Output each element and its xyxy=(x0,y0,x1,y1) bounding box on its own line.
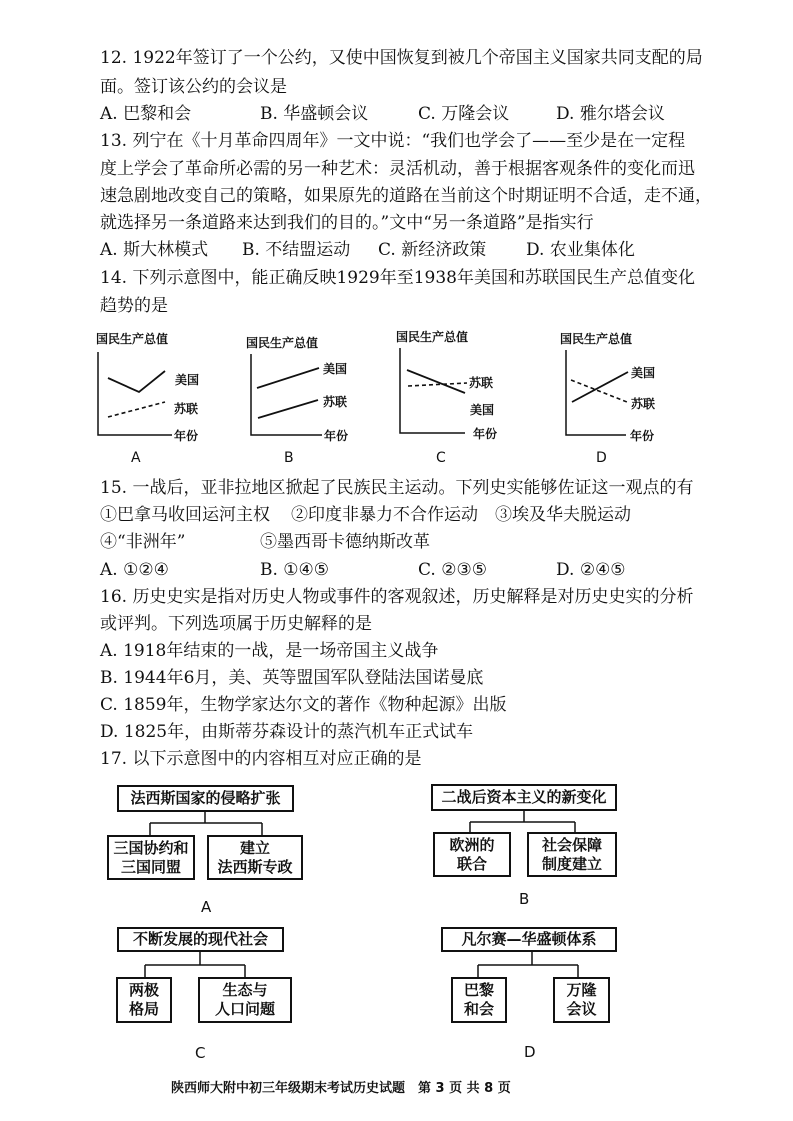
footer-exam-title: 陕西师大附中初三年级期末考试历史试题 xyxy=(171,1081,406,1096)
q17-d-right-line1: 万隆 xyxy=(566,981,597,999)
q15-stem-line1: 15. 一战后，亚非拉地区掀起了民族民主运动。下列史实能够佐证这一观点的有 xyxy=(100,478,694,498)
q17-c-top-box: 不断发展的现代社会 xyxy=(117,927,284,952)
q14-stem-line2: 趋势的是 xyxy=(100,296,168,316)
q15-item-5: ⑤墨西哥卡德纳斯改革 xyxy=(260,532,430,552)
q14-b-ussr-label: 苏联 xyxy=(323,395,348,409)
q17-b-top-box: 二战后资本主义的新变化 xyxy=(431,784,617,811)
q17-c-right-line1: 生态与 xyxy=(222,981,268,999)
q14-d-ussr-label: 苏联 xyxy=(631,397,656,411)
q12-option-b: B. 华盛顿会议 xyxy=(260,104,369,124)
q14-c-ussr-label: 苏联 xyxy=(469,376,494,390)
q12-option-a: A. 巴黎和会 xyxy=(100,104,192,124)
q14-d-y-label: 国民生产总值 xyxy=(560,332,633,346)
q12-stem-line1: 12. 1922年签订了一个公约，又使中国恢复到被几个帝国主义国家共同支配的局 xyxy=(100,48,703,68)
q13-stem-line4: 就选择另一条道路来达到我们的目的。”文中“另一条道路”是指实行 xyxy=(100,213,594,233)
q17-c-left-line2: 格局 xyxy=(128,1000,159,1018)
q14-a-panel-letter: A xyxy=(131,450,141,466)
q17-a-left-line1: 三国协约和 xyxy=(113,838,189,857)
q17-c-left-line1: 两极 xyxy=(128,981,159,999)
q17-a-right-line1: 建立 xyxy=(239,838,270,857)
q14-a-y-label: 国民生产总值 xyxy=(96,332,169,346)
q14-a-usa-label: 美国 xyxy=(175,373,200,387)
q17-a-right-box xyxy=(207,835,303,880)
q17-b-right-box xyxy=(527,832,617,877)
q14-a-x-label: 年份 xyxy=(174,429,199,443)
q14-d-x-label: 年份 xyxy=(630,429,655,443)
q14-c-y-label: 国民生产总值 xyxy=(396,330,469,344)
q17-c-right-line2: 人口问题 xyxy=(214,1000,275,1018)
q17-d-left-line1: 巴黎 xyxy=(463,981,494,999)
q15-option-d: D. ②④⑤ xyxy=(556,560,626,580)
q17-d-label: D xyxy=(524,1043,536,1061)
q15-item-3: ③埃及华夫脱运动 xyxy=(495,505,631,525)
q14-d-usa-label: 美国 xyxy=(631,366,656,380)
q16-option-a: A. 1918年结束的一战，是一场帝国主义战争 xyxy=(100,641,439,661)
q14-b-x-label: 年份 xyxy=(324,429,349,443)
q13-option-c: C. 新经济政策 xyxy=(378,240,487,260)
q13-stem-line2: 度上学会了革命所必需的另一种艺术：灵活机动，善于根据客观条件的变化而迅 xyxy=(100,159,695,179)
q15-item-2: ②印度非暴力不合作运动 xyxy=(291,505,478,525)
q12-option-d: D. 雅尔塔会议 xyxy=(556,104,665,124)
q17-a-label: A xyxy=(201,898,212,916)
q14-stem-line1: 14. 下列示意图中，能正确反映1929年至1938年美国和苏联国民生产总值变化 xyxy=(100,268,695,288)
q14-c-x-label: 年份 xyxy=(473,427,498,441)
q17-d-left-line2: 和会 xyxy=(463,1000,494,1018)
q17-c-label: C xyxy=(195,1044,206,1062)
q17-d-top-box: 凡尔赛—华盛顿体系 xyxy=(441,927,617,952)
q17-a-left-line2: 三国同盟 xyxy=(120,857,181,876)
q14-a-ussr-label: 苏联 xyxy=(174,402,199,416)
q17-stem: 17. 以下示意图中的内容相互对应正确的是 xyxy=(100,749,422,769)
q17-b-label: B xyxy=(519,890,530,908)
q14-d-panel-letter: D xyxy=(596,450,607,466)
q17-a-top-box: 法西斯国家的侵略扩张 xyxy=(117,785,294,812)
q13-stem-line1: 13. 列宁在《十月革命四周年》一文中说：“我们也学会了——至少是在一定程 xyxy=(100,131,686,151)
q13-option-d: D. 农业集体化 xyxy=(526,240,635,260)
q16-stem-line2: 或评判。下列选项属于历史解释的是 xyxy=(100,614,372,634)
q14-b-panel-letter: B xyxy=(284,450,294,466)
q17-a-right-line2: 法西斯专政 xyxy=(217,857,293,876)
q17-d-right-box xyxy=(553,977,610,1023)
q13-option-b: B. 不结盟运动 xyxy=(242,240,351,260)
q12-option-c: C. 万隆会议 xyxy=(418,104,510,124)
q17-c-right-box xyxy=(198,977,292,1023)
q17-b-left-line1: 欧洲的 xyxy=(449,835,495,854)
q17-d-right-line2: 会议 xyxy=(566,1000,597,1018)
q17-b-left-line2: 联合 xyxy=(456,854,487,873)
q14-b-y-label: 国民生产总值 xyxy=(246,336,319,350)
q14-b-usa-label: 美国 xyxy=(323,362,348,376)
q17-c-left-box xyxy=(116,977,172,1023)
q17-b-right-line1: 社会保障 xyxy=(541,835,602,854)
q16-option-c: C. 1859年，生物学家达尔文的著作《物种起源》出版 xyxy=(100,695,507,715)
q14-c-panel-letter: C xyxy=(436,450,446,466)
q13-stem-line3: 速急剧地改变自己的策略，如果原先的道路在当前这个时期证明不合适，走不通， xyxy=(100,186,712,206)
q15-option-b: B. ①④⑤ xyxy=(260,560,330,580)
q16-stem-line1: 16. 历史史实是指对历史人物或事件的客观叙述，历史解释是对历史史实的分析 xyxy=(100,587,694,607)
q15-option-c: C. ②③⑤ xyxy=(418,560,487,580)
footer-page-number: 第 3 页 共 8 页 xyxy=(418,1081,511,1096)
q17-b-right-line2: 制度建立 xyxy=(541,854,602,873)
q12-stem-line2: 面。签订该公约的会议是 xyxy=(100,77,287,97)
q16-option-d: D. 1825年，由斯蒂芬森设计的蒸汽机车正式试车 xyxy=(100,722,474,742)
q15-item-4: ④“非洲年” xyxy=(100,532,186,552)
q17-b-left-box xyxy=(433,832,511,877)
q15-option-a: A. ①②④ xyxy=(100,560,169,580)
q17-d-left-box xyxy=(451,977,507,1023)
q17-a-left-box xyxy=(107,835,195,880)
q15-item-1: ①巴拿马收回运河主权 xyxy=(100,505,270,525)
q13-option-a: A. 斯大林模式 xyxy=(100,240,209,260)
q14-c-usa-label: 美国 xyxy=(470,403,495,417)
q16-option-b: B. 1944年6月，美、英等盟国军队登陆法国诺曼底 xyxy=(100,668,484,688)
